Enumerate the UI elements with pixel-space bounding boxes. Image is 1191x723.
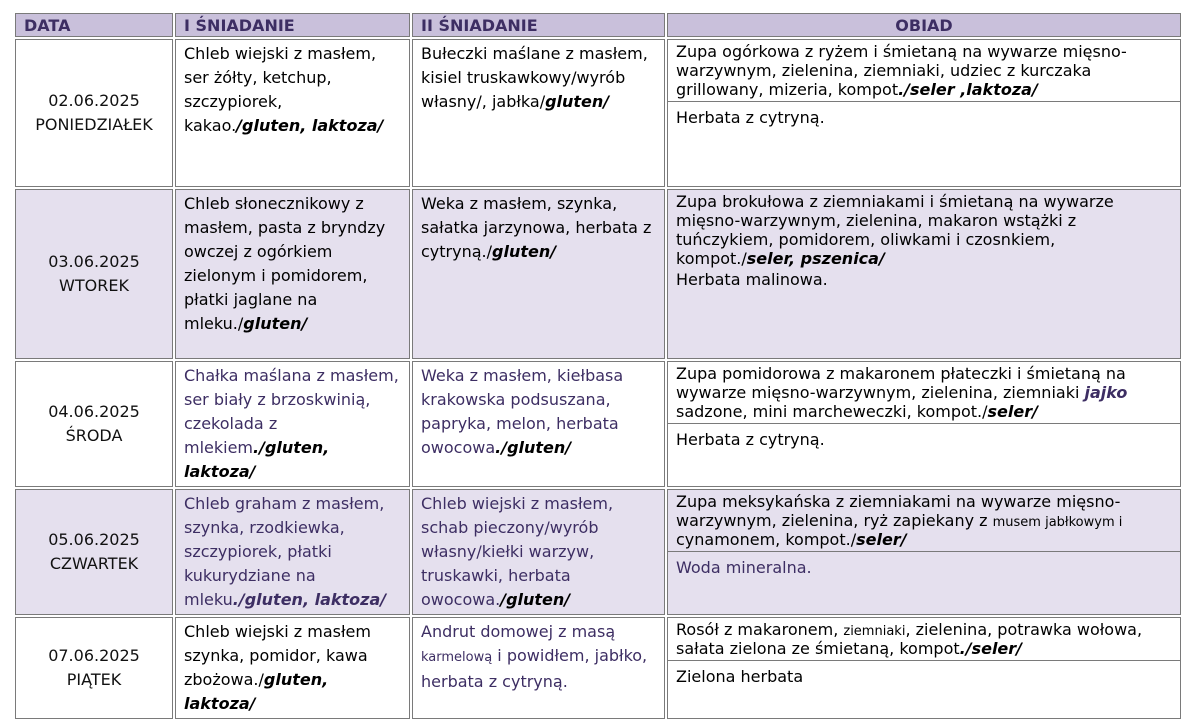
day-name: ŚRODA: [65, 426, 123, 445]
meal-text: Andrut domowej z masą: [421, 622, 616, 641]
menu-table: [13, 11, 1183, 721]
dinner-cell: [667, 39, 1181, 187]
meal-text: Chleb wiejski z masłem szynka, pomidor, kawa zbożowa./: [184, 622, 371, 689]
header-dinner: OBIAD: [667, 13, 1181, 37]
breakfast-2-cell: [412, 189, 665, 359]
date-value: 07.06.2025: [48, 646, 140, 665]
meal-text: Chleb graham z masłem, szynka, rzodkiewka, szczypiorek, płatki kukurydziane na mleku: [184, 494, 385, 609]
header-row: [15, 13, 1181, 37]
breakfast-1-cell: [175, 361, 410, 487]
meal-text: Chleb wiejski z masłem, ser żółty, ketchup, szczypiorek, kakao.: [184, 44, 377, 135]
meal-text: Zupa brokułowa z ziemniakami i śmietaną na wywarze mięsno-warzywnym, zielenina, makaron wstążki z tuńczykiem, pomidorem, oliwkami i czosnkiem, kompot./: [676, 192, 1114, 268]
date-value: 02.06.2025: [48, 91, 140, 110]
breakfast-2-cell: [412, 361, 665, 487]
meal-text: Zupa ogórkowa z ryżem i śmietaną na wywarze mięsno-warzywnym, zielenina, ziemniaki, udziec z kurczaka grillowany, mizeria, kompot: [676, 42, 1127, 99]
meal-text-continued: , zielenina, potrawka wołowa, sałata zielona ze śmietaną, kompot: [676, 620, 1143, 658]
dinner-cell: [667, 189, 1181, 359]
date-value: 03.06.2025: [48, 252, 140, 271]
meal-text-small: ziemniaki: [843, 624, 906, 639]
meal-text-continued: cynamonem, kompot./: [676, 530, 857, 549]
header-date: DATA: [15, 13, 173, 37]
dinner-cell: [667, 617, 1181, 719]
allergen-tag: /gluten/: [500, 590, 571, 609]
date-cell: [15, 189, 173, 359]
header-breakfast-1: I ŚNIADANIE: [175, 13, 410, 37]
date-cell: [15, 39, 173, 187]
drink-text: Herbata malinowa.: [676, 270, 828, 289]
meal-text: Zupa pomidorowa z makaronem płateczki i śmietaną na wywarze mięsno-warzywnym, zielenina, ziemniaki: [676, 364, 1126, 402]
allergen-tag: ./seler ,laktoza/: [898, 80, 1038, 99]
emphasis-text: jajko: [1084, 383, 1128, 402]
allergen-tag: gluten/: [492, 242, 557, 261]
breakfast-1-cell: [175, 39, 410, 187]
dinner-cell: [667, 361, 1181, 487]
breakfast-2-cell: [412, 617, 665, 719]
allergen-tag: seler/: [987, 402, 1038, 421]
allergen-tag: /gluten, laktoza/: [236, 116, 384, 135]
meal-text: Chleb słonecznikowy z masłem, pasta z bryndzy owczej z ogórkiem zielonym i pomidorem, płatki jaglane na mleku./: [184, 194, 386, 333]
allergen-tag: gluten/: [545, 92, 610, 111]
breakfast-1-cell: [175, 189, 410, 359]
day-name: CZWARTEK: [49, 554, 139, 573]
date-value: 04.06.2025: [48, 402, 140, 421]
table-row: [15, 189, 1181, 359]
date-cell: [15, 361, 173, 487]
header-breakfast-2: II ŚNIADANIE: [412, 13, 665, 37]
meal-text: Rosół z makaronem,: [676, 620, 844, 639]
drink-text: Herbata z cytryną.: [668, 423, 1180, 453]
day-name: WTOREK: [59, 276, 129, 295]
dinner-cell: [667, 489, 1181, 615]
drink-text: Zielona herbata: [668, 660, 1180, 690]
meal-text: Bułeczki maślane z masłem, kisiel truskawkowy/wyrób własny/, jabłka/: [421, 44, 648, 111]
date-cell: [15, 489, 173, 615]
allergen-tag: ./gluten/: [495, 438, 572, 457]
allergen-tag: seler/: [856, 530, 907, 549]
meal-text: Zupa meksykańska z ziemniakami na wywarze mięsno-warzywnym, zielenina, ryż zapiekany z: [676, 492, 1121, 530]
meal-text: Weka z masłem, kiełbasa krakowska podsuszana, papryka, melon, herbata owocowa: [421, 366, 624, 457]
drink-text: Woda mineralna.: [668, 551, 1180, 581]
date-value: 05.06.2025: [48, 530, 140, 549]
breakfast-2-cell: [412, 489, 665, 615]
allergen-tag: ./seler/: [959, 639, 1023, 658]
day-name: PONIEDZIAŁEK: [35, 115, 153, 134]
allergen-tag: ./gluten, laktoza/: [184, 438, 330, 481]
table-row: [15, 489, 1181, 615]
table-row: [15, 361, 1181, 487]
breakfast-1-cell: [175, 617, 410, 719]
meal-text: Chałka maślana z masłem, ser biały z brzoskwinią, czekolada z mlekiem: [184, 366, 399, 457]
allergen-tag: ./gluten, laktoza/: [232, 590, 387, 609]
date-cell: [15, 617, 173, 719]
allergen-tag: seler, pszenica/: [746, 249, 885, 268]
allergen-tag: gluten/: [243, 314, 308, 333]
allergen-tag: gluten, laktoza/: [184, 670, 329, 713]
menu-table-wrapper: [13, 11, 1179, 712]
table-row: [15, 39, 1181, 187]
breakfast-1-cell: [175, 489, 410, 615]
meal-text: Weka z masłem, szynka, sałatka jarzynowa, herbata z cytryną./: [421, 194, 652, 261]
drink-text: Herbata z cytryną.: [668, 101, 1180, 131]
breakfast-2-cell: [412, 39, 665, 187]
meal-text-small: karmelową: [421, 650, 493, 665]
meal-text-small: musem jabłkowym i: [992, 515, 1123, 530]
meal-text-continued: i powidłem, jabłko, herbata z cytryną.: [421, 646, 648, 691]
meal-text: Chleb wiejski z masłem, schab pieczony/wyrób własny/kiełki warzyw, truskawki, herbata owocowa.: [421, 494, 614, 609]
table-row: [15, 617, 1181, 719]
meal-text-continued: sadzone, mini marcheweczki, kompot./: [676, 402, 988, 421]
day-name: PIĄTEK: [66, 670, 122, 689]
